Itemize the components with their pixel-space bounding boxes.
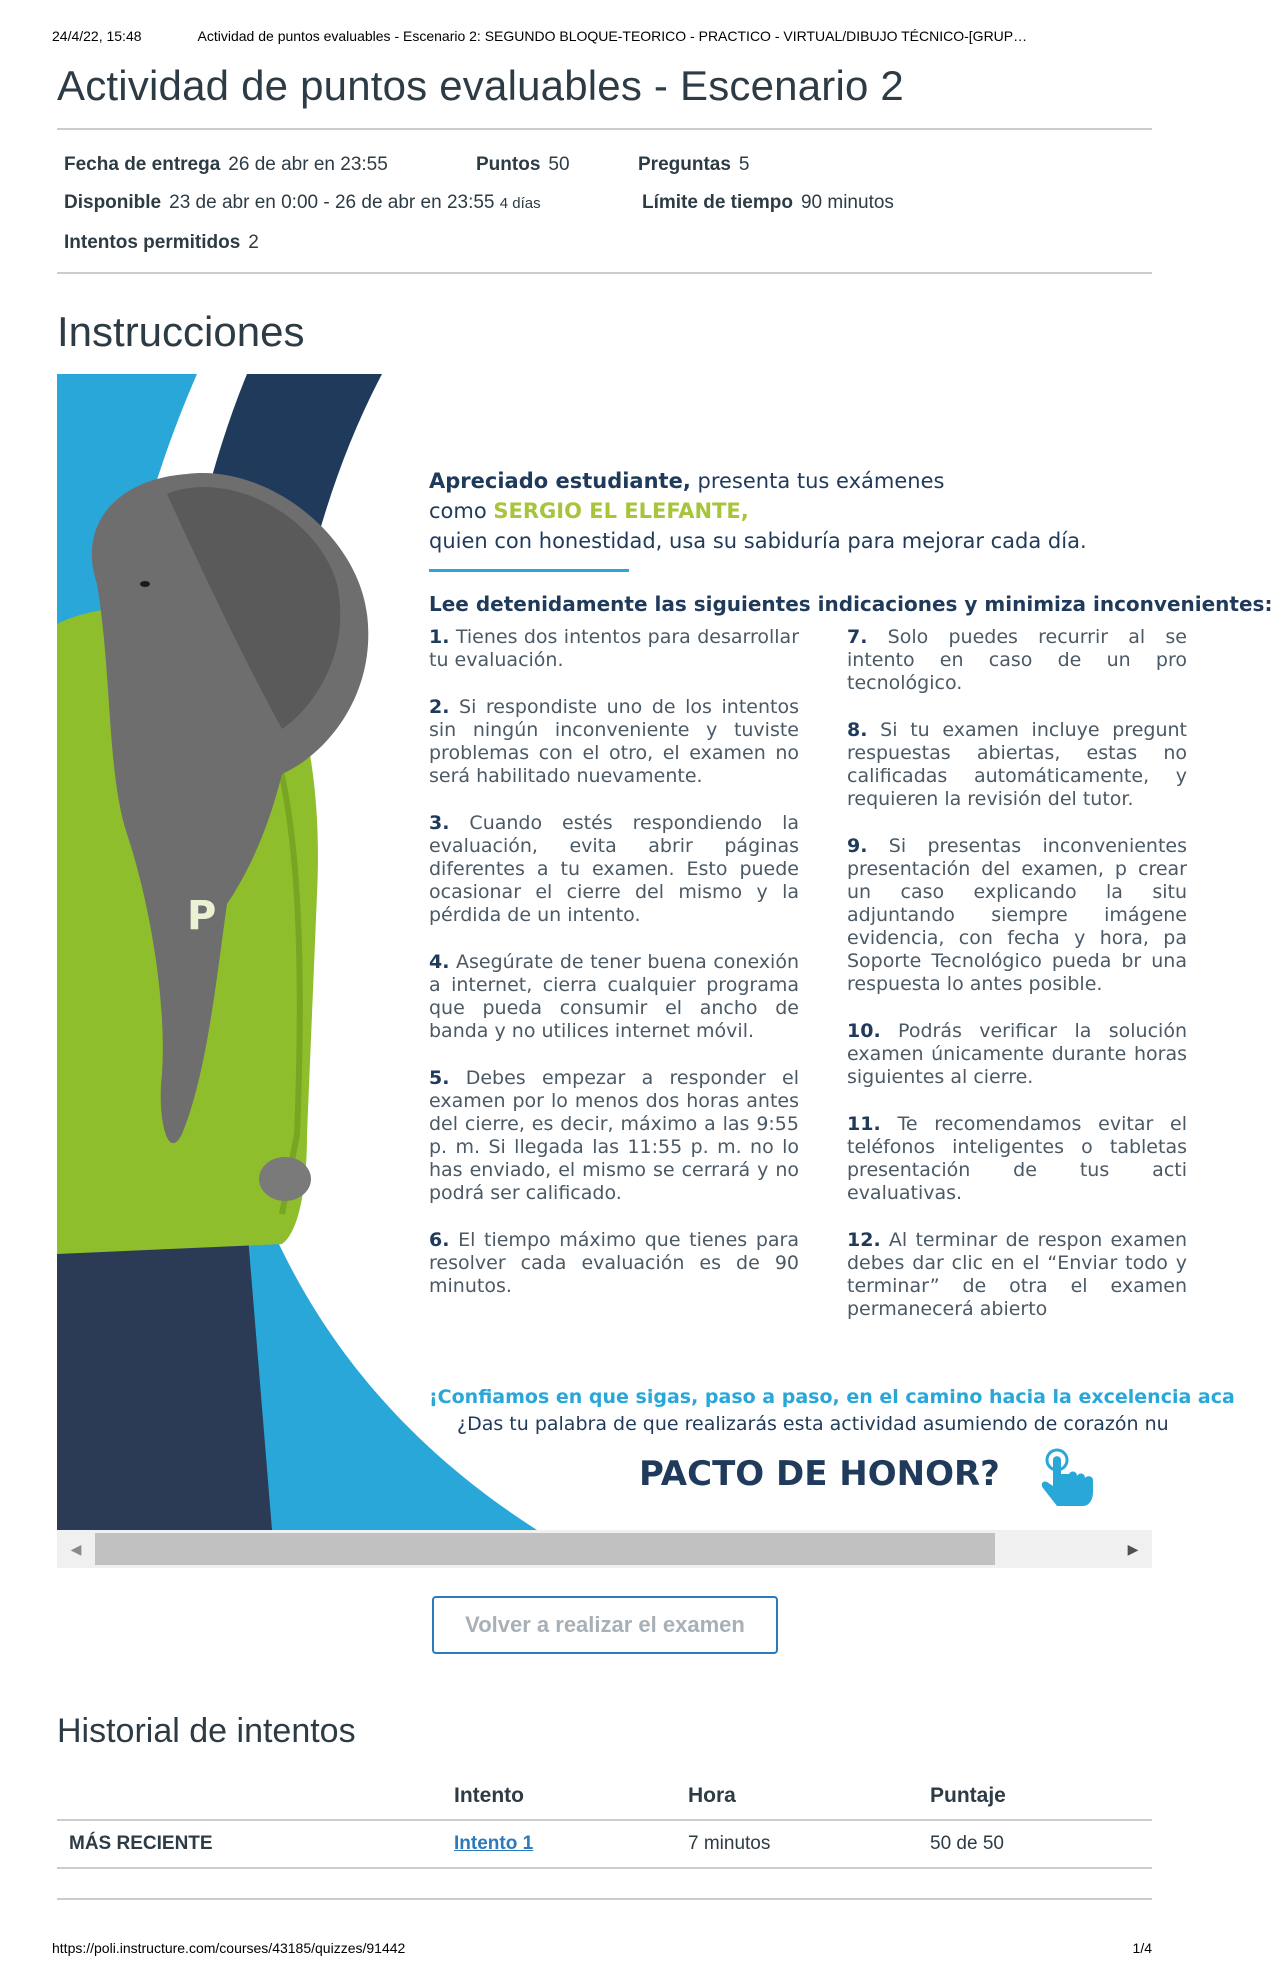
instruction-item: 8. Si tu examen incluye pregunt respuestas abiertas, estas no calificadas automáticamente, y requieren la revisión del tutor. xyxy=(847,719,1188,810)
attempt-link[interactable]: Intento 1 xyxy=(454,1833,534,1854)
instruction-item: 3. Cuando estés respondiendo la evaluación, evita abrir páginas diferentes a tu examen. Esto puede ocasionar el cierre del mismo y la pérdida de un intento. xyxy=(429,812,799,926)
available-value: 23 de abr en 0:00 - 26 de abr en 23:55 xyxy=(169,192,495,213)
attempts-label: Intentos permitidos xyxy=(64,232,241,253)
page-title: Actividad de puntos evaluables - Escenario 2 xyxy=(57,62,904,109)
attempt-history-table xyxy=(57,1772,1152,1869)
pacto-de-honor: PACTO DE HONOR? xyxy=(639,1454,1000,1494)
print-footer xyxy=(52,1940,1152,1956)
attempt-cell xyxy=(442,1820,676,1868)
print-doc-title: Actividad de puntos evaluables - Escenario 2: SEGUNDO BLOQUE-TEORICO - PRACTICO - VIRTUAL/DIBUJO TÉCNICO-[GRUP… xyxy=(197,28,1028,44)
banner-intro xyxy=(429,466,1087,556)
instruction-item: 9. Si presentas inconvenientes presentación del examen, p crear un caso explicando la situ adjuntando siempre imágene evidencia, con fecha y hora, pa Soporte Tecnológico pueda br una respuesta lo antes posible. xyxy=(847,835,1187,995)
jeans xyxy=(57,1224,272,1530)
due-date xyxy=(64,154,388,176)
available-days: 4 días xyxy=(499,195,541,212)
print-page-number: 1/4 xyxy=(1132,1940,1152,1956)
print-header xyxy=(52,28,1160,44)
print-datetime: 24/4/22, 15:48 xyxy=(52,28,142,44)
questions xyxy=(638,154,750,176)
points-label: Puntos xyxy=(476,154,541,175)
time-limit xyxy=(642,192,894,214)
table-header-row xyxy=(57,1772,1152,1820)
due-value: 26 de abr en 23:55 xyxy=(228,154,388,175)
column-header-attempt: Intento xyxy=(442,1772,676,1820)
instruction-item: 12. Al terminar de respon examen debes dar clic en el “Enviar todo y terminar” de otra el examen permanecerá abierto xyxy=(847,1229,1187,1320)
due-label: Fecha de entrega xyxy=(64,154,221,175)
intro-bold: Apreciado estudiante, xyxy=(429,469,691,493)
intro-line3: quien con honestidad, usa su sabiduría para mejorar cada día. xyxy=(429,529,1087,553)
time-limit-value: 90 minutos xyxy=(800,192,894,213)
horizontal-scrollbar[interactable] xyxy=(57,1530,1152,1568)
score-cell: 50 de 50 xyxy=(918,1820,1152,1868)
attempts-allowed xyxy=(64,232,259,254)
intro-highlight: SERGIO EL ELEFANTE, xyxy=(493,499,749,523)
banner-closing xyxy=(429,1384,1235,1438)
instruction-item: 2. Si respondiste uno de los intentos sin ningún inconveniente y tuviste problemas con el otro, el examen no será habilitado nuevamente. xyxy=(429,696,799,787)
hoodie-logo: P xyxy=(187,893,217,939)
instructions-banner xyxy=(57,374,1272,1530)
instructions-title: Instrucciones xyxy=(57,308,305,355)
scrollbar-thumb[interactable] xyxy=(95,1533,995,1565)
scroll-right-icon[interactable]: ▶ xyxy=(1127,1540,1139,1557)
intro-rest: presenta tus exámenes xyxy=(690,469,945,493)
instruction-item: 11. Te recomendamos evitar el teléfonos inteligentes o tabletas presentación de tus acti evaluativas. xyxy=(847,1113,1187,1204)
instruction-item: 10. Podrás verificar la solución examen únicamente durante horas siguientes al cierre. xyxy=(847,1020,1187,1088)
table-row xyxy=(57,1820,1152,1868)
print-url: https://poli.instructure.com/courses/43185/quizzes/91442 xyxy=(52,1940,406,1956)
pointing-hand-icon xyxy=(1037,1446,1107,1516)
attempts-value: 2 xyxy=(248,232,259,253)
availability xyxy=(64,192,541,214)
column-header-score: Puntaje xyxy=(918,1772,1152,1820)
intro-underline xyxy=(429,569,629,572)
instruction-item: 4. Asegúrate de tener buena conexión a internet, cierra cualquier programa que pueda consumir el ancho de banda y no utilices internet móvil. xyxy=(429,951,799,1042)
scroll-left-icon[interactable]: ◀ xyxy=(70,1540,82,1557)
available-label: Disponible xyxy=(64,192,162,213)
questions-label: Preguntas xyxy=(638,154,731,175)
column-header-time: Hora xyxy=(676,1772,918,1820)
time-cell: 7 minutos xyxy=(676,1820,918,1868)
instruction-item: 6. El tiempo máximo que tienes para resolver cada evaluación es de 90 minutos. xyxy=(429,1229,799,1297)
divider xyxy=(57,1898,1152,1900)
row-label: MÁS RECIENTE xyxy=(57,1820,442,1868)
instructions-column-1 xyxy=(429,626,799,1322)
instruction-item: 7. Solo puedes recurrir al se intento en caso de un pro tecnológico. xyxy=(847,626,1187,694)
divider xyxy=(57,272,1152,274)
banner-lead: Lee detenidamente las siguientes indicaciones y minimiza inconvenientes: xyxy=(429,592,1272,616)
intro-como: como xyxy=(429,499,494,523)
time-limit-label: Límite de tiempo xyxy=(642,192,793,213)
elephant-eye xyxy=(140,581,150,587)
divider xyxy=(57,128,1152,130)
points xyxy=(476,154,570,176)
questions-value: 5 xyxy=(738,154,750,175)
points-value: 50 xyxy=(548,154,570,175)
elephant-fist xyxy=(259,1157,311,1201)
instruction-item: 5. Debes empezar a responder el examen por lo menos dos horas antes del cierre, es decir, máximo a las 9:55 p. m. Si llegada las 11:55 p. m. no lo has enviado, el mismo se cerrará y no podrá ser calificado. xyxy=(429,1067,799,1204)
attempt-history-title: Historial de intentos xyxy=(57,1712,356,1750)
closing-line-1: ¡Confiamos en que sigas, paso a paso, en el camino hacia la excelencia aca xyxy=(429,1386,1235,1408)
column-header-label xyxy=(57,1772,442,1820)
closing-line-2: ¿Das tu palabra de que realizarás esta actividad asumiendo de corazón nu xyxy=(457,1413,1169,1435)
instructions-column-2 xyxy=(847,626,1187,1345)
retake-quiz-button[interactable]: Volver a realizar el examen xyxy=(432,1596,778,1654)
instruction-item: 1. Tienes dos intentos para desarrollar tu evaluación. xyxy=(429,626,800,671)
